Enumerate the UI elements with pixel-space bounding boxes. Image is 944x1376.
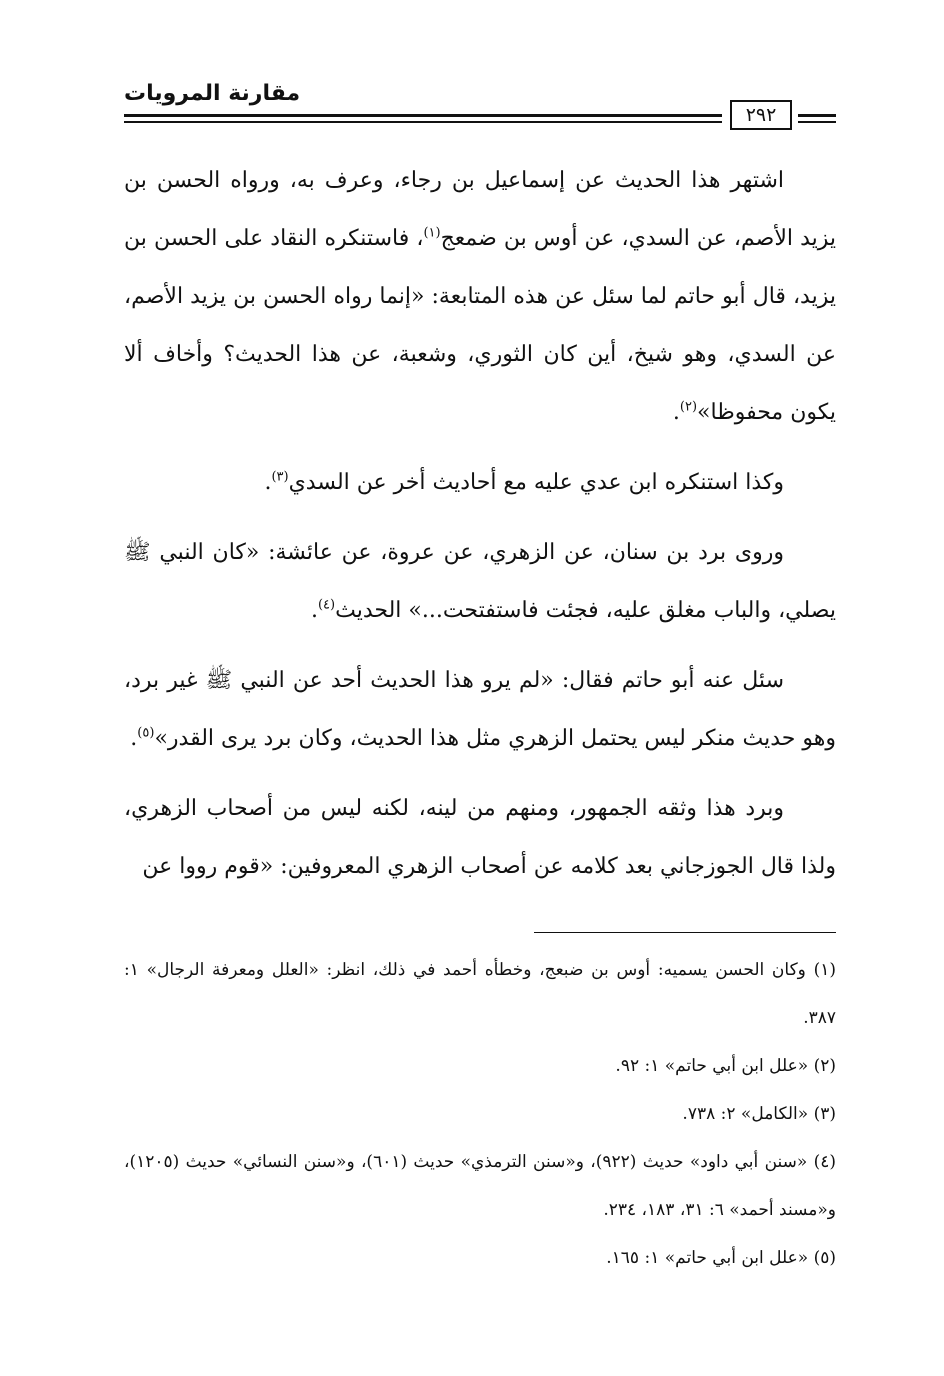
main-text: [124, 152, 836, 896]
header-rule: [124, 114, 722, 117]
paragraph-text: اشتهر هذا الحديث عن إسماعيل بن رجاء، وعرف به، ورواه الحسن بن يزيد الأصم، عن السدي، عن أوس بن ضمعج: [124, 168, 837, 251]
header-rule: [798, 114, 836, 117]
paragraph-text: .: [130, 726, 138, 751]
paragraph-text: وبرد هذا وثقه الجمهور، ومنهم من لينه، لكنه ليس من أصحاب الزهري، ولذا قال الجوزجاني بعد كلامه عن أصحاب الزهري المعروفين: «قوم رووا عن: [124, 796, 836, 879]
paragraph-text: وكذا استنكره ابن عدي عليه مع أحاديث أخر عن السدي: [288, 470, 784, 495]
paragraph-text: .: [310, 598, 318, 623]
footnote-separator: [534, 932, 836, 933]
footnote: (١) وكان الحسن يسميه: أوس بن ضبعج، وخطأه أحمد في ذلك، انظر: «العلل ومعرفة الرجال» ١: ٣٨٧.: [124, 960, 836, 1028]
paragraph-text: .: [264, 470, 272, 495]
footnote: (٥) «علل ابن أبي حاتم» ١: ١٦٥.: [606, 1248, 836, 1268]
footnotes: [124, 946, 836, 1282]
paragraph: [124, 454, 836, 512]
footnote: (٤) «سنن أبي داود» حديث (٩٢٢)، و«سنن الترمذي» حديث (٦٠١)، و«سنن النسائي» حديث (١٢٠٥)، و«مسند أحمد» ٦: ٣١، ١٨٣، ٢٣٤.: [124, 1152, 836, 1220]
footnote-ref[interactable]: (٣): [271, 469, 289, 485]
paragraph: [124, 780, 836, 896]
footnote-ref[interactable]: (١): [423, 225, 441, 241]
paragraph-text: ، فاستنكره النقاد على الحسن بن يزيد، قال أبو حاتم لما سئل عن هذه المتابعة: «إنما رواه الحسن بن يزيد الأصم، عن السدي، وهو شيخ، أين كان الثوري، وشعبة، عن هذا الحديث؟ وأخاف ألا يكون محفوظا»: [124, 226, 836, 425]
page-header: [124, 76, 836, 132]
paragraph: [124, 152, 836, 442]
footnote: (٣) «الكامل» ٢: ٧٣٨.: [682, 1104, 836, 1124]
paragraph-text: وروى برد بن سنان، عن الزهري، عن عروة، عن عائشة: «كان النبي ﷺ يصلي، والباب مغلق عليه، فجئت فاستفتحت...» الحديث: [124, 540, 836, 623]
header-rule: [124, 121, 722, 123]
paragraph: [124, 652, 836, 768]
running-title: مقارنة المرويات: [124, 81, 301, 106]
footnote: (٢) «علل ابن أبي حاتم» ١: ٩٢.: [615, 1056, 836, 1076]
header-rule: [798, 121, 836, 123]
footnote-ref[interactable]: (٤): [317, 597, 336, 613]
paragraph-text: .: [672, 400, 680, 425]
footnote-ref[interactable]: (٢): [679, 399, 698, 415]
page-number: ٢٩٢: [730, 100, 792, 130]
paragraph: [124, 524, 836, 640]
paragraph-text: سئل عنه أبو حاتم فقال: «لم يرو هذا الحديث أحد عن النبي ﷺ غير برد، وهو حديث منكر ليس يحتمل الزهري مثل هذا الحديث، وكان برد يرى القدر»: [124, 668, 836, 751]
footnote-ref[interactable]: (٥): [137, 725, 155, 741]
